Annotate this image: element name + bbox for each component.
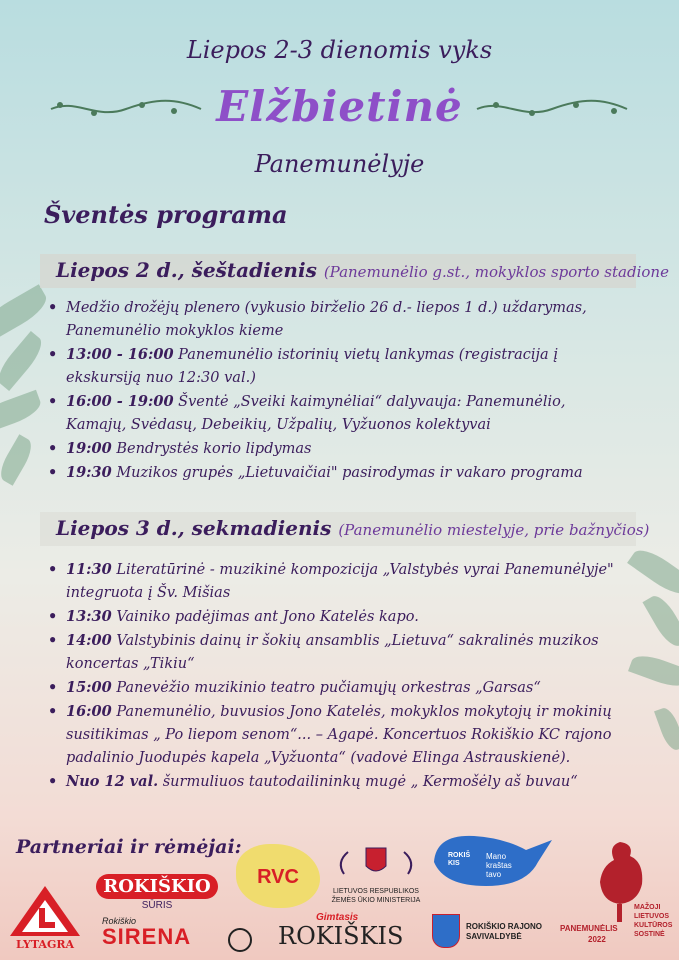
- day2-location: (Panemunėlio miestelyje, prie bažnyčios): [338, 521, 650, 539]
- event-item: [48, 700, 618, 770]
- bird-text-3: tavo: [486, 870, 502, 879]
- event-time: 11:30: [66, 561, 112, 578]
- event-item: [48, 343, 618, 390]
- event-time: 13:00 - 16:00: [66, 346, 174, 363]
- event-item: [48, 461, 618, 485]
- gimtasis-text: ROKIŠKIS: [278, 922, 404, 950]
- event-text: Literatūrinė - muzikinė kompozicija „Valstybės vyrai Panemunėlyje" integruota į Šv. Mišias: [66, 562, 614, 601]
- event-item: [48, 676, 618, 700]
- event-item: [48, 437, 618, 461]
- ministry-text-1: LIETUVOS RESPUBLIKOS: [333, 888, 419, 895]
- sirena-text: SIRENA: [102, 924, 192, 949]
- ministry-text-2: ŽEMĖS ŪKIO MINISTERIJA: [331, 897, 421, 904]
- panemunelis-logo: [560, 838, 678, 958]
- event-item: [48, 605, 618, 629]
- savivaldybe-text-2: SAVIVALDYBĖ: [466, 932, 522, 941]
- event-text: Muzikos grupės „Lietuvaičiai" pasirodymas ir vakaro programa: [116, 465, 583, 481]
- day1-location: (Panemunėlio g.st., mokyklos sporto stadione: [323, 263, 669, 281]
- day1-band: [40, 254, 669, 288]
- partners-label: Partneriai ir rėmėjai:: [16, 836, 242, 858]
- day1-event-list: [48, 296, 618, 485]
- leaf-decoration: [0, 390, 44, 434]
- leaf-decoration: [627, 543, 679, 601]
- capital-text-4: SOSTINĖ: [634, 931, 665, 938]
- event-time: 19:30: [66, 464, 112, 481]
- title-row: [0, 82, 679, 132]
- rvc-text: RVC: [257, 866, 299, 888]
- panemunelis-text: PANEMUNĖLIS: [560, 924, 618, 933]
- leaf-decoration: [654, 705, 679, 753]
- event-time: 13:30: [66, 608, 112, 625]
- savivaldybe-shield-icon: [432, 914, 460, 948]
- event-time: Nuo 12 val.: [66, 773, 159, 790]
- sirena-emblem-icon: [228, 928, 252, 952]
- leaf-decoration: [642, 591, 679, 650]
- event-text: Medžio drožėjų plenero (vykusio birželio 26 d.- liepos 1 d.) uždarymas, Panemunėlio mokyklos kieme: [66, 300, 587, 339]
- leaf-decoration: [0, 434, 37, 486]
- event-time: 16:00: [66, 703, 112, 720]
- ministry-logo: [326, 842, 426, 886]
- leaf-decoration: [0, 284, 52, 342]
- lytagra-text: LYTAGRA: [15, 938, 75, 951]
- vine-right-icon: [472, 96, 632, 122]
- event-title: Elžbietinė: [216, 82, 463, 131]
- day2-event-list: [48, 558, 618, 794]
- leaf-decoration: [628, 650, 679, 691]
- event-time: 15:00: [66, 679, 112, 696]
- lytagra-logo: [8, 884, 82, 954]
- coat-of-arms-icon: [326, 842, 426, 882]
- savivaldybe-logo: [432, 914, 552, 950]
- day1-title: Liepos 2 d., šeštadienis: [56, 258, 317, 282]
- event-text: Šventė „Sveiki kaimynėliai“ dalyvauja: Panemunėlio, Kamajų, Svėdasų, Debeikių, Užpalių, Vyžuonos kolektyvai: [66, 394, 566, 433]
- capital-text-1: MAŽOJI: [634, 904, 661, 911]
- sirena-small-text: Rokiškio: [102, 916, 137, 926]
- capital-text-2: LIETUVOS: [634, 913, 670, 920]
- rokiskio-suris-logo: [96, 874, 218, 914]
- bird-text-2: kraštas: [486, 861, 512, 870]
- event-item: [48, 770, 618, 794]
- event-text: Panemunėlio istorinių vietų lankymas (registracija į ekskursiją nuo 12:30 val.): [66, 347, 558, 386]
- day2-title: Liepos 3 d., sekmadienis: [56, 516, 332, 540]
- event-text: Panevėžio muzikinio teatro pučiamųjų orkestras „Garsas“: [116, 680, 541, 696]
- day2-band: [40, 512, 650, 546]
- year-text: 2022: [588, 935, 606, 944]
- event-text: Bendrystės korio lipdymas: [116, 441, 312, 457]
- event-time: 14:00: [66, 632, 112, 649]
- day2-header: [56, 516, 649, 540]
- leaf-decoration: [0, 331, 48, 391]
- day1-header: [56, 258, 669, 282]
- event-item: [48, 390, 618, 437]
- gimtasis-rokiskis-logo: [276, 912, 416, 952]
- gimtasis-small-text: Gimtasis: [316, 912, 359, 923]
- event-time: 19:00: [66, 440, 112, 457]
- bird-text-1: Mano: [486, 852, 507, 861]
- event-text: Valstybinis dainų ir šokių ansamblis „Lietuva“ sakralinės muzikos koncertas „Tikiu“: [66, 633, 599, 672]
- event-time: 16:00 - 19:00: [66, 393, 174, 410]
- header-date-line: Liepos 2-3 dienomis vyks: [186, 36, 493, 64]
- event-item: [48, 629, 618, 676]
- program-heading: Šventės programa: [44, 200, 288, 229]
- event-item: [48, 296, 618, 343]
- capital-text-3: KULTŪROS: [634, 922, 673, 929]
- savivaldybe-text-1: ROKIŠKIO RAJONO: [466, 922, 543, 931]
- event-text: Vainiko padėjimas ant Jono Katelės kapo.: [116, 609, 419, 625]
- event-location: Panemunėlyje: [254, 150, 425, 178]
- rvc-logo: [236, 844, 320, 914]
- mano-krastas-logo: [430, 828, 554, 890]
- rokiskio-text: ROKIŠKIO: [96, 874, 218, 899]
- suris-text: SŪRIS: [141, 900, 173, 911]
- event-text: Panemunėlio, buvusios Jono Katelės, mokyklos mokytojų ir mokinių susitikimas „ Po liepom senom“... – Agapė. Koncertuos Rokiškio KC rajono padalinio Juodupės kapela „Vyžuonta“ (vadovė Elinga Astrauskienė).: [66, 704, 612, 766]
- bird-letters-text: ROKIŠKIS: [448, 852, 471, 867]
- event-text: šurmuliuos tautodailininkų mugė „ Kermošėly aš buvau“: [162, 774, 578, 790]
- event-item: [48, 558, 618, 605]
- sirena-logo: [102, 916, 252, 956]
- lytagra-triangle-icon: [8, 884, 82, 938]
